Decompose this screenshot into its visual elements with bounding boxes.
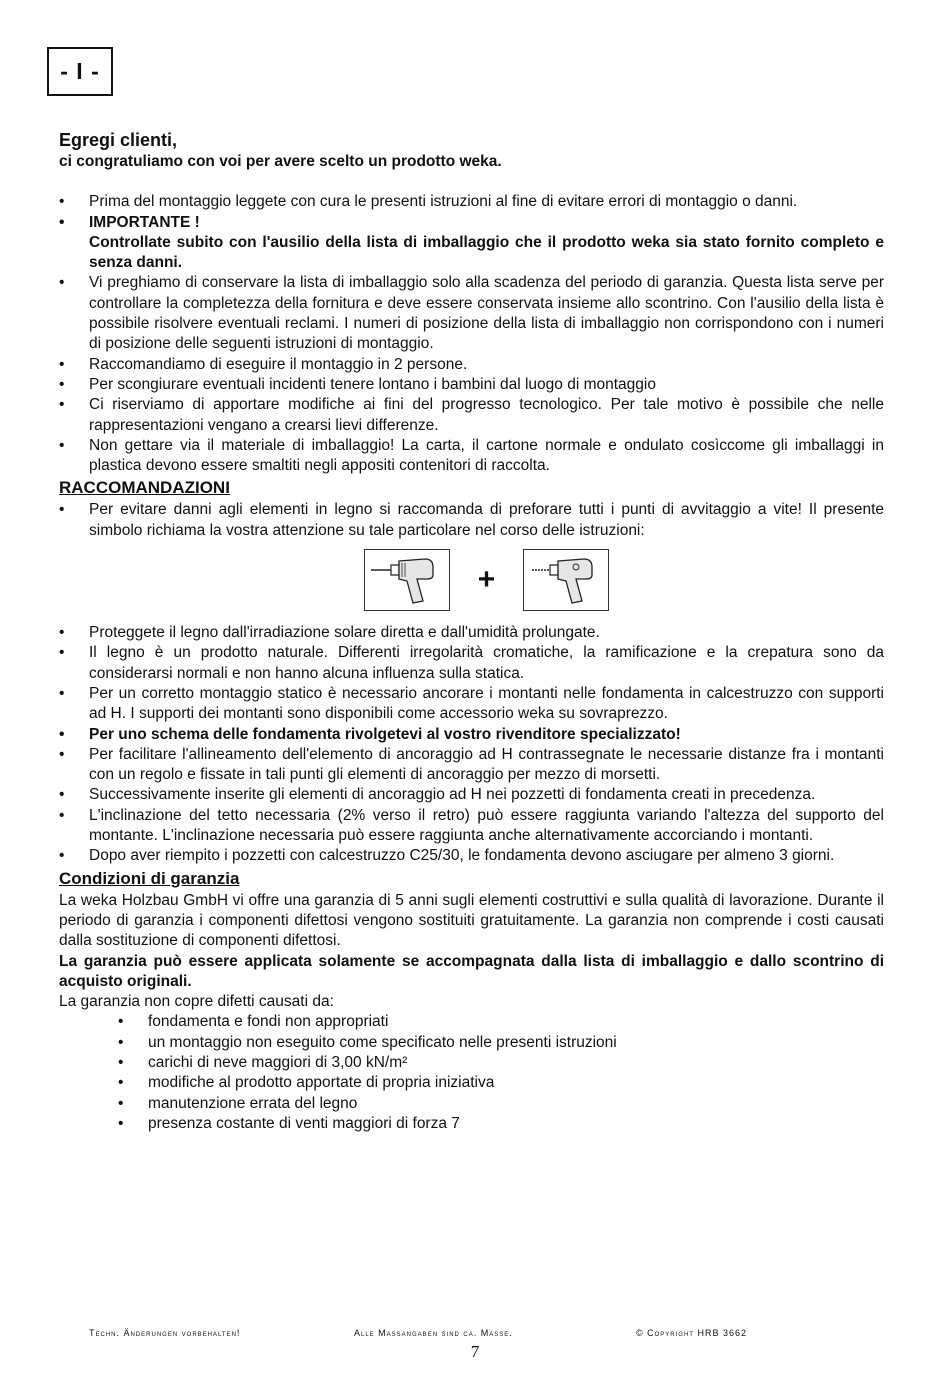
- bullet-icon: •: [59, 436, 65, 454]
- list-item-important: • IMPORTANTE ! Controllate subito con l'ausilio della lista di imballaggio che il prodotto weka sia stato fornito completo e senza danni.: [59, 213, 884, 272]
- bullet-icon: •: [118, 1033, 124, 1051]
- garanzia-list: [118, 1012, 884, 1134]
- section-heading-raccomandazioni: RACCOMANDAZIONI: [59, 478, 230, 498]
- footer: [89, 1328, 789, 1338]
- bullet-icon: •: [59, 396, 65, 414]
- list-item: • Vi preghiamo di conservare la lista di imballaggio solo alla scadenza del periodo di garanzia. Questa lista serve per controllare la completezza della fornitura e deve essere conservata insieme allo scontrino. Con l'ausilio della lista è possibile risolvere eventuali reclami. I numeri di posizione della lista di imballaggio non corrispondono con i numeri di posizione delle seguenti istruzioni di montaggio.: [59, 274, 884, 353]
- list-item: • L'inclinazione del tetto necessaria (2% verso il retro) può essere raggiunta variando l'altezza del supporto del montante. L'inclinazione necessaria può essere raggiunta anche alternativamente accorciando i montanti.: [59, 806, 884, 845]
- list-item: • Successivamente inserite gli elementi di ancoraggio ad H nei pozzetti di fondamenta creati in precedenza.: [59, 785, 884, 805]
- plus-sign: +: [477, 562, 496, 596]
- raccomandazioni-first: [59, 500, 884, 541]
- garanzia-bold-paragraph: La garanzia può essere applicata solamente se accompagnata dalla lista di imballaggio e dallo scontrino di acquisto originali.: [59, 952, 884, 990]
- list-item: • Per evitare danni agli elementi in legno si raccomanda di preforare tutti i punti di avvitaggio a vite! Il presente simbolo richiama la vostra attenzione su tale particolare nel corso delle istruzioni:: [59, 501, 884, 539]
- list-item: • Raccomandiamo di eseguire il montaggio in 2 persone.: [59, 355, 884, 375]
- subtitle: ci congratuliamo con voi per avere scelto un prodotto weka.: [59, 153, 502, 170]
- footer-left: Techn. Änderungen vorbehalten!: [89, 1328, 241, 1338]
- bullet-icon: •: [59, 193, 65, 211]
- garanzia-paragraph: La weka Holzbau GmbH vi offre una garanzia di 5 anni sugli elementi costruttivi e sulla qualità di lavorazione. Durante il periodo di garanzia i componenti difettosi vengono sostituiti gratuitamente. La garanzia non comprende i costi causati dalla sostituzione di componenti difettosi.: [59, 891, 884, 950]
- bullet-icon: •: [59, 213, 65, 231]
- bullet-icon: •: [59, 806, 65, 824]
- garanzia-intro: La garanzia non copre difetti causati da:: [59, 993, 334, 1011]
- bullet-icon: •: [59, 847, 65, 865]
- list-item: • modifiche al prodotto apportate di propria iniziativa: [118, 1073, 884, 1093]
- list-item: • Per un corretto montaggio statico è necessario ancorare i montanti nelle fondamenta in calcestruzzo con supporti ad H. I supporti dei montanti sono disponibili come accessorio weka su sovraprezzo.: [59, 684, 884, 723]
- list-item: • fondamenta e fondi non appropriati: [118, 1012, 884, 1032]
- raccomandazioni-list: [59, 623, 884, 867]
- bullet-icon: •: [118, 1094, 124, 1112]
- bullet-icon: •: [118, 1114, 124, 1132]
- intro-list: [59, 192, 884, 476]
- list-item: • un montaggio non eseguito come specificato nelle presenti istruzioni: [118, 1033, 884, 1053]
- list-item: • Il legno è un prodotto naturale. Differenti irregolarità cromatiche, la ramificazione e la crepatura sono da considerarsi normali e non hanno alcuna influenza sulla statica.: [59, 644, 884, 682]
- bullet-icon: •: [59, 274, 65, 292]
- bullet-icon: •: [59, 644, 65, 662]
- document-body: [59, 128, 884, 1134]
- list-item: • presenza costante di venti maggiori di forza 7: [118, 1114, 884, 1134]
- list-item: • Prima del montaggio leggete con cura le presenti istruzioni al fine di evitare errori di montaggio o danni.: [59, 192, 884, 212]
- list-item: • Per scongiurare eventuali incidenti tenere lontano i bambini dal luogo di montaggio: [59, 375, 884, 395]
- bullet-icon: •: [118, 1013, 124, 1031]
- bullet-icon: •: [59, 786, 65, 804]
- bullet-icon: •: [118, 1074, 124, 1092]
- bullet-icon: •: [118, 1053, 124, 1071]
- list-item-bold: • Per uno schema delle fondamenta rivolgetevi al vostro rivenditore specializzato!: [59, 725, 884, 745]
- footer-middle: Alle Massangaben sind ca. Masse.: [354, 1328, 513, 1338]
- list-item: • Proteggete il legno dall'irradiazione solare diretta e dall'umidità prolungate.: [59, 623, 884, 643]
- drill-icon: [364, 549, 450, 611]
- footer-right: © Copyright HRB 3662: [636, 1328, 747, 1338]
- bullet-icon: •: [59, 725, 65, 743]
- bullet-icon: •: [59, 624, 65, 642]
- bullet-icon: •: [59, 375, 65, 393]
- language-label: - I -: [60, 58, 100, 84]
- list-item: • Per facilitare l'allineamento dell'elemento di ancoraggio ad H contrassegnate le necessarie distanze fra i montanti con un regolo e fissate in tali punti gli elementi di ancoraggio per mezzo di morsetti.: [59, 745, 884, 784]
- list-item: • Dopo aver riempito i pozzetti con calcestruzzo C25/30, le fondamenta devono asciugare per almeno 3 giorni.: [59, 846, 884, 866]
- bullet-icon: •: [59, 355, 65, 373]
- list-item: • manutenzione errata del legno: [118, 1094, 884, 1114]
- page-number: 7: [470, 1342, 480, 1361]
- language-badge: [47, 47, 113, 96]
- drill-symbols: [59, 549, 884, 611]
- list-item: • Ci riserviamo di apportare modifiche ai fini del progresso tecnologico. Per tale motivo è possibile che nelle rappresentazioni vengano a crearsi lievi differenze.: [59, 396, 884, 434]
- greeting: Egregi clienti,: [59, 130, 178, 150]
- section-heading-garanzia: Condizioni di garanzia: [59, 868, 240, 888]
- bullet-icon: •: [59, 501, 65, 519]
- screwdriver-drill-icon: [523, 549, 609, 611]
- bullet-icon: •: [59, 684, 65, 702]
- list-item: • carichi di neve maggiori di 3,00 kN/m²: [118, 1053, 884, 1073]
- list-item: • Non gettare via il materiale di imballaggio! La carta, il cartone normale e ondulato cosìccome gli imballaggi in plastica devono essere smaltiti negli appositi contenitori di raccolta.: [59, 436, 884, 475]
- bullet-icon: •: [59, 745, 65, 763]
